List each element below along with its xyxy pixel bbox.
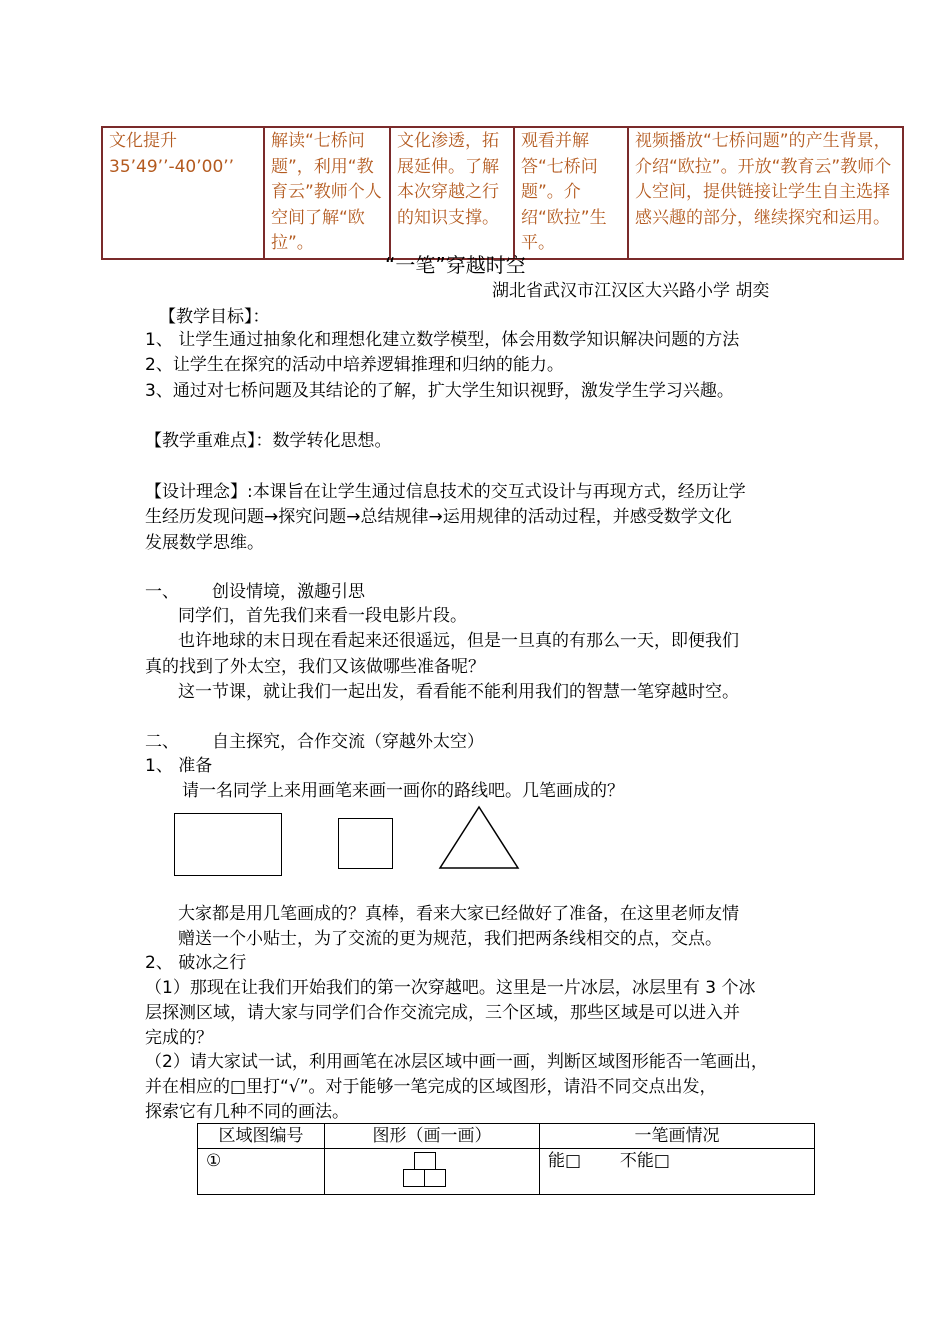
author-line: 湖北省武汉市江汉区大兴路小学 胡奕 (492, 281, 770, 301)
design-line: 发展数学思维。 (145, 533, 264, 553)
goals-heading: 【教学目标】： (159, 307, 270, 327)
section1-line: 也许地球的末日现在看起来还很遥远，但是一旦真的有那么一天，即便我们 (178, 631, 739, 651)
table-row (198, 1149, 815, 1195)
section1-number: 一、 (145, 582, 179, 602)
region-table (197, 1123, 815, 1195)
can-checkbox[interactable]: 能□ (548, 1151, 582, 1171)
cannot-checkbox[interactable]: 不能□ (619, 1151, 670, 1171)
header-shape: 图形（画一画） (325, 1124, 540, 1149)
para1-line: 完成的？ (145, 1028, 213, 1048)
section2-heading: 自主探究，合作交流（穿越外太空） (212, 732, 484, 752)
goal-item: 2、让学生在探究的活动中培养逻辑推理和归纳的能力。 (145, 355, 564, 375)
after-shapes-line: 大家都是用几笔画成的？真棒，看来大家已经做好了准备，在这里老师友情 (178, 904, 739, 924)
prepare-text: 请一名同学上来用画笔来画一画你的路线吧。几笔画成的？ (182, 781, 624, 801)
lesson-stage-table (101, 126, 904, 260)
para2-line: 并在相应的□里打“√”。对于能够一笔完成的区域图形，请沿不同交点出发， (145, 1077, 717, 1097)
goal-item: 3、通过对七桥问题及其结论的了解，扩大学生知识视野，激发学生学习兴趣。 (145, 381, 734, 401)
sub-heading-icebreak: 2、 破冰之行 (145, 953, 247, 973)
section1-heading: 创设情境，激趣引思 (212, 582, 365, 602)
para1-line: 层探测区域，请大家与同学们合作交流完成，三个区域，那些区域是可以进入并 (145, 1003, 740, 1023)
result-cell (540, 1149, 815, 1195)
para2-line: （2）请大家试一试，利用画笔在冰层区域中画一画，判断区域图形能否一笔画出， (145, 1052, 768, 1072)
section2-number: 二、 (145, 732, 179, 752)
header-result: 一笔画情况 (540, 1124, 815, 1149)
sub-heading-prepare: 1、 准备 (145, 756, 213, 776)
design-line: 【设计理念】:本课旨在让学生通过信息技术的交互式设计与再现方式，经历让学 (145, 482, 746, 502)
goal-item: 1、 让学生通过抽象化和理想化建立数学模型，体会用数学知识解决问题的方法 (145, 330, 740, 350)
student-activity-cell: 观看并解答“七桥问题”。介绍“欧拉”生平。 (514, 127, 628, 259)
teacher-activity-cell: 视频播放“七桥问题”的产生背景，介绍“欧拉”。开放“教育云”教师个人空间，提供链接让学生自主选择感兴趣的部分，继续探究和运用。 (628, 127, 903, 259)
header-region-id: 区域图编号 (198, 1124, 325, 1149)
key-point: 【教学重难点】：数学转化思想。 (145, 431, 392, 451)
figure-left-square (403, 1169, 425, 1187)
purpose-cell: 文化渗透，拓展延伸。了解本次穿越之行的知识支撑。 (390, 127, 514, 259)
square-shape (338, 818, 393, 869)
stage-cell (102, 127, 264, 259)
resource-cell: 解读“七桥问题”，利用“教育云”教师个人空间了解“欧拉”。 (264, 127, 390, 259)
design-line: 生经历发现问题→探究问题→总结规律→运用规律的活动过程，并感受数学文化 (145, 507, 732, 527)
stage-name: 文化提升 (109, 131, 177, 151)
after-shapes-line: 赠送一个小贴士，为了交流的更为规范，我们把两条线相交的点，交点。 (178, 929, 722, 949)
triangle-shape (438, 805, 520, 870)
figure-top-square (414, 1152, 436, 1170)
section1-line: 这一节课，就让我们一起出发，看看能不能利用我们的智慧一笔穿越时空。 (178, 682, 739, 702)
region-id-cell: ① (198, 1149, 325, 1195)
para1-line: （1）那现在让我们开始我们的第一次穿越吧。这里是一片冰层，冰层里有 3 个冰 (145, 978, 756, 998)
rectangle-shape (174, 813, 282, 876)
figure-right-square (424, 1169, 446, 1187)
document-title: “一笔”穿越时空 (385, 253, 526, 277)
section1-line: 真的找到了外太空，我们又该做哪些准备呢？ (145, 657, 485, 677)
section1-line: 同学们，首先我们来看一段电影片段。 (178, 606, 467, 626)
para2-line: 探索它有几种不同的画法。 (145, 1102, 349, 1122)
stage-time: 35’49’’-40’00’’ (109, 156, 235, 177)
